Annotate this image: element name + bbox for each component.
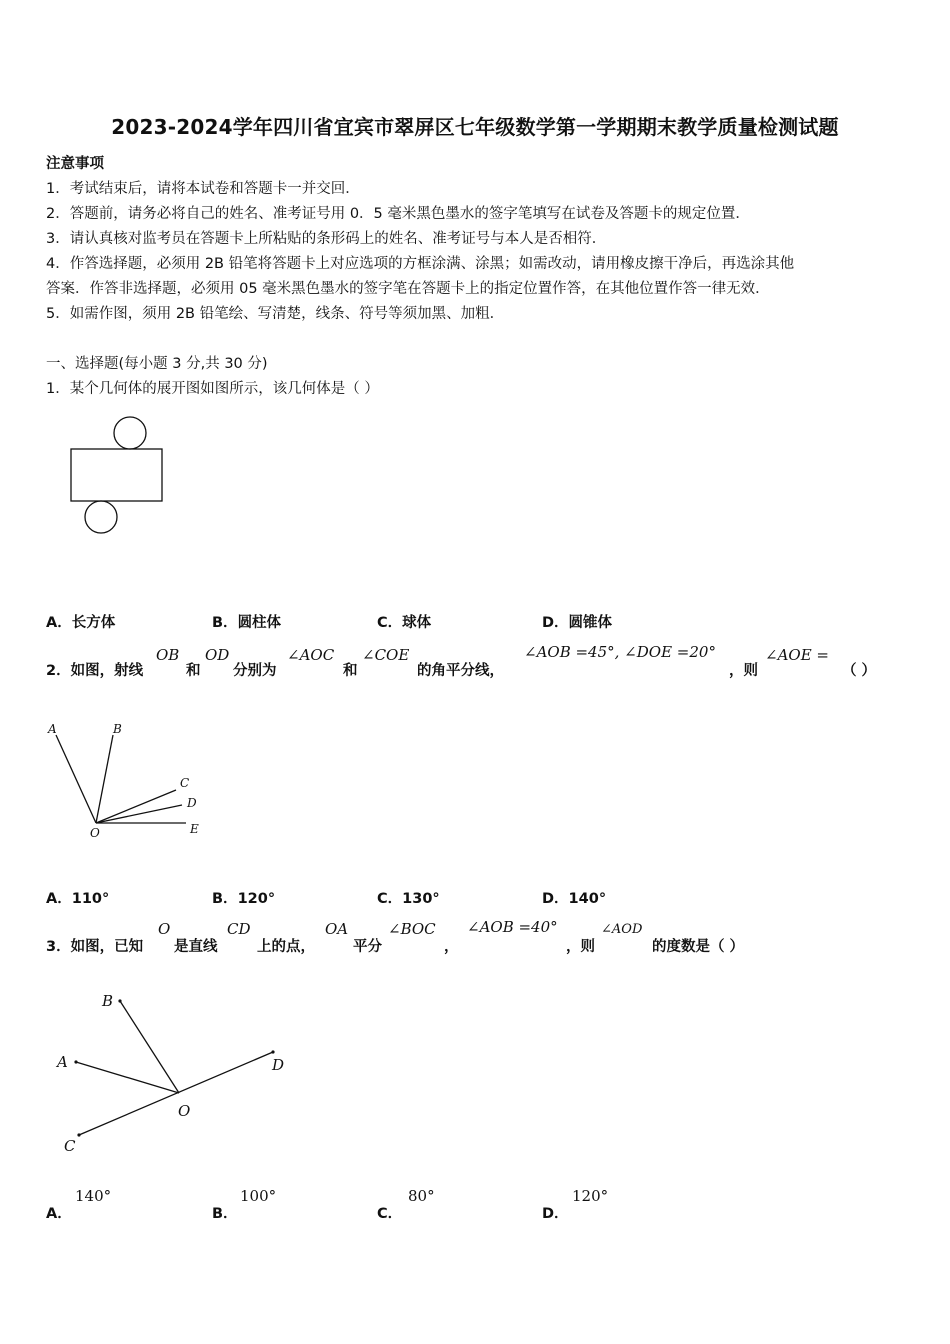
ray-od [96,805,182,823]
label-d: D [187,796,197,810]
point-a [74,1060,77,1063]
notice-item: 1．考试结束后，请将本试卷和答题卡一并交回． [46,181,360,197]
q2-option-a[interactable]: A．110° [46,891,110,907]
question-1-figure [66,414,170,538]
label-d: D [272,1056,285,1074]
label-c: C [180,776,190,790]
label-o: O [90,826,100,840]
notice-item: 5．如需作图，须用 2B 铅笔绘、写清楚，线条、符号等须加黑、加粗． [46,306,505,322]
label-o: O [178,1102,191,1120]
point-c [77,1133,80,1136]
q1-option-d[interactable]: D．圆锥体 [542,615,613,631]
notice-item: 4．作答选择题，必须用 2B 铅笔将答题卡上对应选项的方框涂满、涂黑；如需改动，请用橡皮擦干净后，再选涂其他 [46,256,795,272]
q1-option-a[interactable]: A．长方体 [46,615,116,631]
point-d [271,1050,274,1053]
q2-option-c[interactable]: C．130° [377,891,440,907]
notice-item: 2．答题前，请务必将自己的姓名、准考证号用 0．5 毫米黑色墨水的签字笔填写在试卷及答题卡的规定位置． [46,206,750,222]
q1-option-c[interactable]: C．球体 [377,615,432,631]
label-a: A [57,1053,68,1071]
section-heading: 一、选择题(每小题 3 分,共 30 分) [46,356,268,372]
point-b [118,999,121,1002]
notice-item: 3．请认真核对监考员在答题卡上所粘贴的条形码上的姓名、准考证号与本人是否相符． [46,231,607,247]
exam-page: 2023-2024学年四川省宜宾市翠屏区七年级数学第一学期期末教学质量检测试题 注意事项 1．考试结束后，请将本试卷和答题卡一并交回． 2．答题前，请务必将自己的姓名、准考证号用 0．5 毫米黑色墨水的签字笔填写在试卷及答题卡的规定位置． 3．请认真核对监考员在答题卡上所粘贴的条形码上的姓名、准考证号与本人是否相符． 4．作答选择题，必须用 2B 铅笔将答题卡上对应选项的方框涂满、涂黑；如需改动，请用橡皮擦干净后，再选涂其他 答案．作答非选择题，必须用 05 毫米黑色墨水的签字笔在答题卡上的指定位置作答，在其他位置作答一律无效． 5．如需作图，须用 2B 铅笔绘、写清楚，线条、符号等须加黑、加粗． 一、选择题(每小题 3 分,共 30 分) 1．某个几何体的展开图如图所示，该几何体是（ ） A．长方体 B．圆柱体 C．球体 D．圆锥体 2．如图，射线 OB 和 OD 分别为 ∠AOC 和 ∠COE 的角平分线， ∠AOB =45°, ∠DOE =20° ，则 ∠AOE = （ ） A B C D E O A．110° B．120° C．130° D．140° 3．如图，已知 O 是直线 CD 上的点， OA 平分 ∠BOC ， ∠AOB =40° ，则 ∠AOD 的度数是（ ） B A D O C A． 140° B． 100° C． 80° D． 120° [0,0,950,1344]
ray-oa [56,735,96,823]
label-c: C [64,1137,76,1155]
ray-oc [96,790,176,823]
net-top-circle [114,417,146,449]
q2-option-d[interactable]: D．140° [542,891,607,907]
q2-option-b[interactable]: B．120° [212,891,276,907]
net-bottom-circle [85,501,117,533]
question-3-figure [52,985,302,1160]
ray-ob [120,1001,179,1093]
label-a: A [48,722,57,736]
line-cd [79,1052,273,1135]
page-title: 2023-2024学年四川省宜宾市翠屏区七年级数学第一学期期末教学质量检测试题 [111,115,839,139]
question-2-figure [40,715,220,845]
net-rectangle [71,449,162,501]
question-1-stem: 1．某个几何体的展开图如图所示，该几何体是（ ） [46,381,379,397]
notice-item: 答案．作答非选择题，必须用 05 毫米黑色墨水的签字笔在答题卡上的指定位置作答，在其他位置作答一律无效． [46,281,770,297]
notice-heading: 注意事项 [46,156,104,172]
label-b: B [113,722,122,736]
label-e: E [190,822,199,836]
ray-oa [76,1062,179,1093]
ray-ob [96,735,113,823]
label-b: B [102,992,114,1010]
q1-option-b[interactable]: B．圆柱体 [212,615,282,631]
